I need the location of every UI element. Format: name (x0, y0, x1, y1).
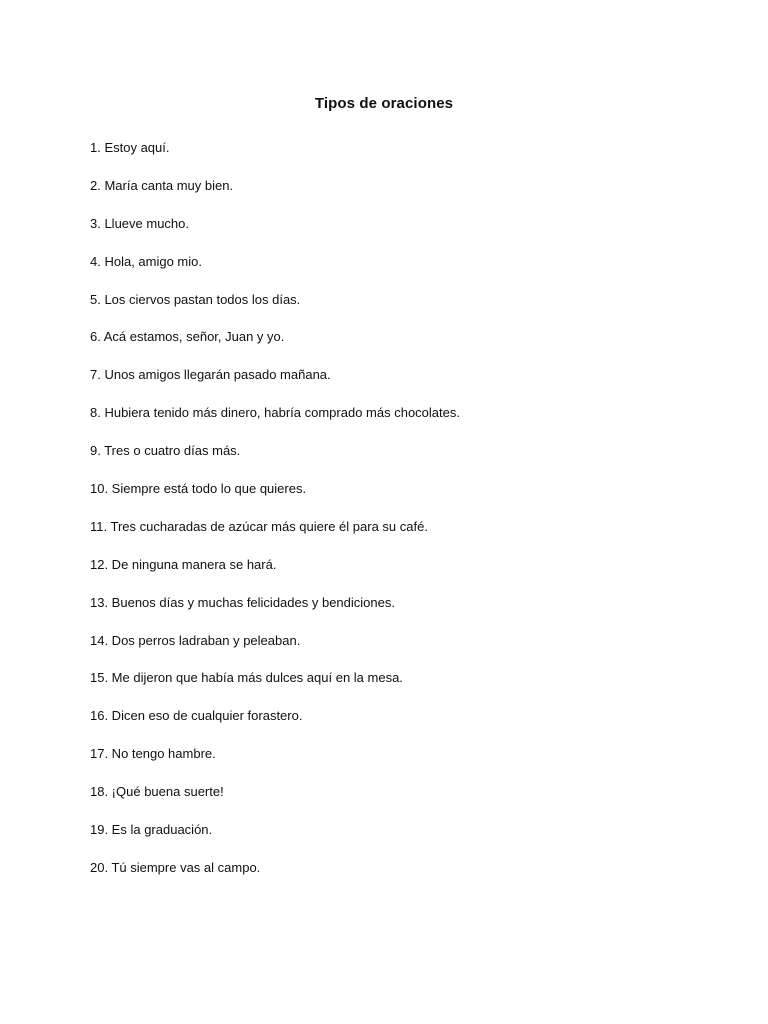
sentence-item-7: 7. Unos amigos llegarán pasado mañana. (90, 367, 331, 383)
sentence-item-14: 14. Dos perros ladraban y peleaban. (90, 632, 301, 648)
sentence-list (90, 139, 460, 897)
sentence-item-17: 17. No tengo hambre. (90, 746, 216, 762)
sentence-item-20: 20. Tú siempre vas al campo. (90, 859, 261, 875)
sentence-item-16: 16. Dicen eso de cualquier forastero. (90, 708, 303, 724)
sentence-item-6: 6. Acá estamos, señor, Juan y yo. (90, 329, 285, 345)
sentence-item-19: 19. Es la graduación. (90, 822, 213, 838)
sentence-item-9: 9. Tres o cuatro días más. (90, 443, 241, 459)
sentence-item-3: 3. Llueve mucho. (90, 215, 190, 231)
sentence-item-4: 4. Hola, amigo mio. (90, 253, 202, 269)
sentence-item-10: 10. Siempre está todo lo que quieres. (90, 481, 307, 497)
sentence-item-18: 18. ¡Qué buena suerte! (90, 784, 224, 800)
sentence-item-15: 15. Me dijeron que había más dulces aquí en la mesa. (90, 670, 403, 686)
sentence-item-11: 11. Tres cucharadas de azúcar más quiere él para su café. (90, 518, 428, 534)
sentence-item-8: 8. Hubiera tenido más dinero, habría comprado más chocolates. (90, 405, 460, 421)
sentence-item-12: 12. De ninguna manera se hará. (90, 556, 277, 572)
sentence-item-1: 1. Estoy aquí. (90, 140, 170, 155)
sentence-item-2: 2. María canta muy bien. (90, 177, 234, 193)
sentence-item-13: 13. Buenos días y muchas felicidades y bendiciones. (90, 594, 395, 610)
sentence-item-5: 5. Los ciervos pastan todos los días. (90, 291, 301, 307)
document-title: Tipos de oraciones (314, 95, 454, 112)
